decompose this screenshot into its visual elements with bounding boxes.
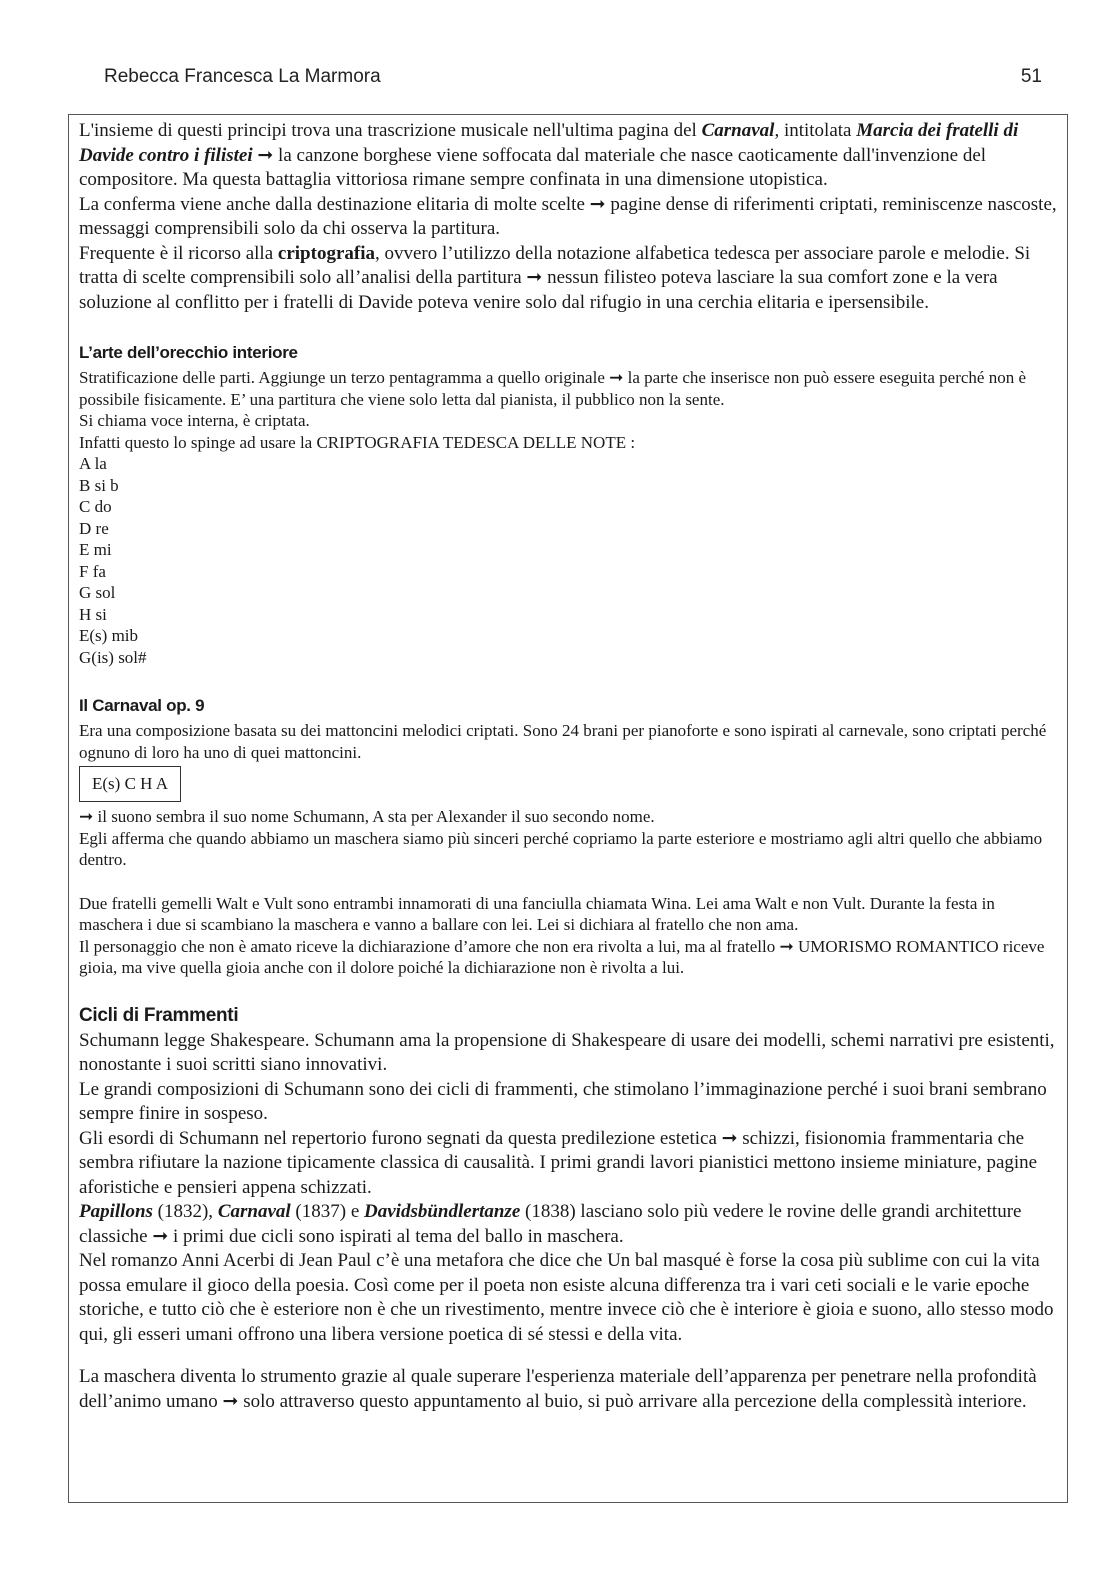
cicli-paragraph-5: Nel romanzo Anni Acerbi di Jean Paul c’è una metafora che dice che Un bal masqué è forse la cosa più sublime con cui la vita possa emulare il gioco della poesia. Così come per il poeta non esiste alcuna differenza tra i vari ceti sociali e le varie epoche storiche, e tutto ciò che è esteriore non è che un rivestimento, mentre invece ciò che è interiore è gioia e suono, allo stesso modo qui, gli esseri umani offrono una libera versione poetica di sé stessi e della vita. bbox=[79, 1250, 1054, 1345]
motif-box: E(s) C H A bbox=[79, 766, 181, 802]
criptografia-term: criptografia bbox=[277, 242, 375, 264]
papillons-title: Papillons bbox=[79, 1201, 153, 1222]
cicli-paragraph-6: La maschera diventa lo strumento grazie al quale superare l'esperienza materiale dell’apparenza per penetrare nella profondità dell’animo umano ➞ solo attraverso questo appuntamento al buio, si può arrivare alla percezione della complessità interiore. bbox=[79, 1366, 1037, 1412]
note-row: H si bbox=[79, 604, 107, 624]
carnaval-paragraph-5: Il personaggio che non è amato riceve la dichiarazione d’amore che non era rivolta a lui, ma al fratello ➞ UMORISMO ROMANTICO riceve gioia, ma vive quella gioia anche con il dolore poiché la dichiarazione non è rivolta a lui. bbox=[79, 936, 1045, 977]
carnaval-paragraph-3: Egli afferma che quando abbiamo un maschera siamo più sinceri perché copriamo la parte esteriore e mostriamo agli altri quello che abbiamo dentro. bbox=[79, 828, 1043, 869]
page-header bbox=[104, 66, 1042, 96]
section-heading-cicli: Cicli di Frammenti bbox=[79, 1004, 239, 1026]
author-name: Rebecca Francesca La Marmora bbox=[104, 66, 381, 87]
note-row: A la bbox=[79, 454, 107, 473]
intro-paragraph-2: La conferma viene anche dalla destinazione elitaria di molte scelte ➞ pagine dense di riferimenti criptati, reminiscenze nascoste, messaggi comprensibili solo da chi osserva la partitura. bbox=[79, 193, 1057, 239]
note-row: F fa bbox=[79, 561, 106, 581]
carnaval-paragraph-1: Era una composizione basata su dei mattoncini melodici criptati. Sono 24 brani per pianoforte e sono ispirati al carnevale, sono criptati perché ognuno di loro ha uno di quei mattoncini. bbox=[79, 721, 1047, 762]
orecchio-paragraph-3: Infatti questo lo spinge ad usare la CRIPTOGRAFIA TEDESCA DELLE NOTE : bbox=[79, 432, 636, 452]
marcia-title: Marcia dei fratelli di Davide contro i filistei bbox=[79, 120, 1019, 166]
note-row: E(s) mib bbox=[79, 626, 139, 645]
content-box bbox=[68, 114, 1068, 1503]
cicli-paragraph-4: Papillons (1832), Carnaval (1837) e Davidsbündlertanze (1838) lasciano solo più vedere le rovine delle grandi architetture classiche ➞ i primi due cicli sono ispirati al tema del ballo in maschera. bbox=[79, 1201, 1022, 1247]
section-heading-orecchio: L’arte dell’orecchio interiore bbox=[79, 343, 298, 362]
note-list bbox=[79, 453, 1057, 668]
cicli-paragraph-2: Le grandi composizioni di Schumann sono dei cicli di frammenti, che stimolano l’immaginazione perché i suoi brani sembrano sempre finire in sospeso. bbox=[79, 1078, 1047, 1124]
orecchio-paragraph-1: Stratificazione delle parti. Aggiunge un terzo pentagramma a quello originale ➞ la parte che inserisce non può essere eseguita perché non è possibile fisicamente. E’ una partitura che viene solo letta dal pianista, il pubblico non la sente. bbox=[79, 368, 1026, 409]
carnaval-title: Carnaval bbox=[701, 120, 775, 141]
cicli-paragraph-1: Schumann legge Shakespeare. Schumann ama la propensione di Shakespeare di usare dei modelli, schemi narrativi pre esistenti, nonostante i suoi scritti siano innovativi. bbox=[79, 1029, 1055, 1075]
cicli-paragraph-3: Gli esordi di Schumann nel repertorio furono segnati da questa predilezione estetica ➞ schizzi, fisionomia frammentaria che sembra rifiutare la nazione tipicamente classica di causalità. I primi grandi lavori pianistici mettono insieme miniature, pagine aforistiche e pensieri appena schizzati. bbox=[79, 1127, 1038, 1198]
note-row: D re bbox=[79, 518, 109, 538]
intro-paragraph-1: L'insieme di questi principi trova una trascrizione musicale nell'ultima pagina del Carnaval, intitolata Marcia dei fratelli di Davide contro i filistei ➞ la canzone borghese viene soffocata dal materiale che nasce caoticamente dall'invenzione del compositore. Ma questa battaglia vittoriosa rimane sempre confinata in una dimensione utopistica. bbox=[79, 120, 1019, 190]
carnaval-paragraph-2: ➞ il suono sembra il suo nome Schumann, A sta per Alexander il suo secondo nome. bbox=[79, 807, 655, 826]
note-row: E mi bbox=[79, 540, 112, 559]
orecchio-paragraph-2: Si chiama voce interna, è criptata. bbox=[79, 411, 310, 430]
carnaval-paragraph-4: Due fratelli gemelli Walt e Vult sono entrambi innamorati di una fanciulla chiamata Wina. Lei ama Walt e non Vult. Durante la festa in maschera i due si scambiano la maschera e vanno a ballare con lei. Lei si dichiara al fratello che non ama. bbox=[79, 893, 995, 934]
carnaval-title-2: Carnaval bbox=[217, 1201, 291, 1222]
note-row: G(is) sol# bbox=[79, 647, 147, 667]
davidsbundlertanze-title: Davidsbündlertanze bbox=[364, 1201, 521, 1222]
intro-paragraph-3: Frequente è il ricorso alla criptografia, ovvero l’utilizzo della notazione alfabetica tedesca per associare parole e melodie. Si tratta di scelte comprensibili solo all’analisi della partitura ➞ nessun filisteo poteva lasciare la sua comfort zone e la vera soluzione al conflitto per i fratelli di Davide poteva venire solo dal rifugio in una cerchia elitaria e ipersensibile. bbox=[79, 242, 1031, 313]
note-row: G sol bbox=[79, 583, 116, 602]
page-number: 51 bbox=[1020, 66, 1042, 87]
section-heading-carnaval: Il Carnaval op. 9 bbox=[79, 696, 205, 715]
note-row: C do bbox=[79, 497, 112, 516]
note-row: B si b bbox=[79, 475, 119, 495]
